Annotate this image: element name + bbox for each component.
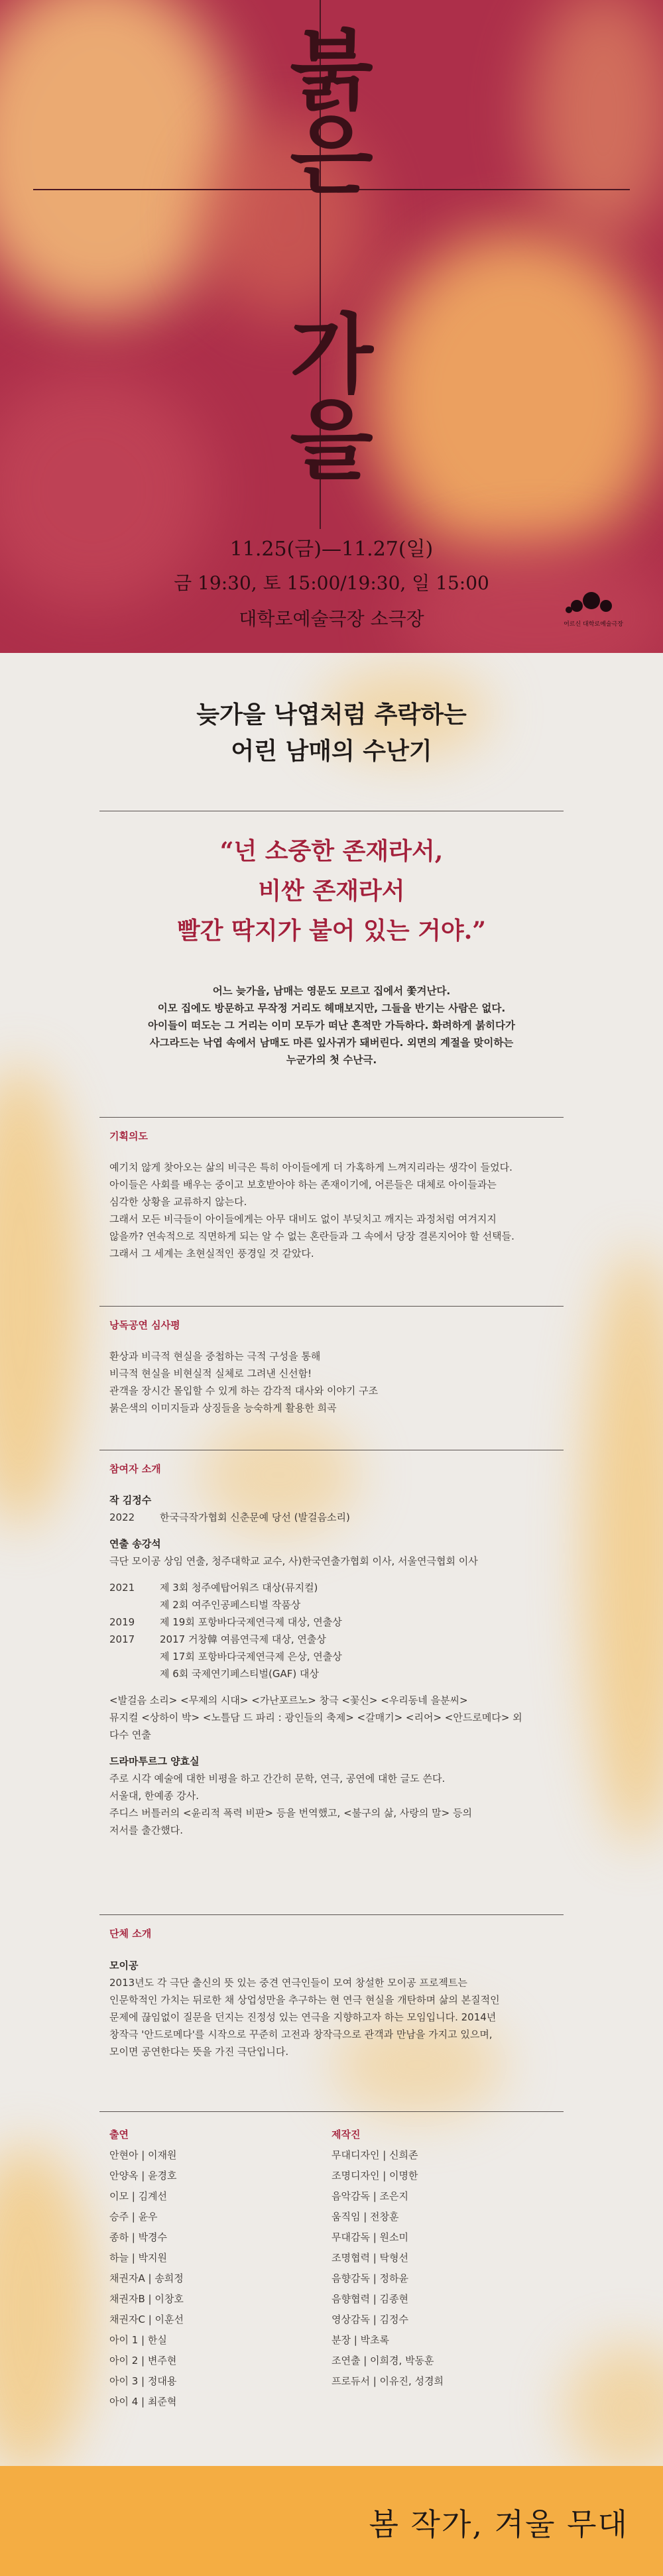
theater-logo [557, 590, 630, 630]
planning-line: 그래서 그 세계는 초현실적인 풍경일 것 같았다. [109, 1248, 314, 1259]
staff-item: 음악감독 | 조은지 [332, 2190, 409, 2202]
writer-award-row [109, 1509, 560, 1526]
staff-item: 조연출 | 이희경, 박동훈 [332, 2355, 434, 2367]
company-line: 2013년도 각 극단 출신의 뜻 있는 중견 연극인들이 모여 창설한 모이공 프로젝트는 [109, 1977, 467, 1989]
award-text: 제 6회 국제연기페스티벌(GAF) 대상 [160, 1668, 319, 1680]
director-award-row [109, 1613, 560, 1631]
synopsis-line: 사그라드는 낙엽 속에서 남매도 마른 잎사귀가 돼버린다. 외면의 계절을 맞이하는 [149, 1037, 514, 1049]
staff-item: 음향감독 | 정하윤 [332, 2272, 409, 2284]
divider [99, 1914, 564, 1915]
cast-item: 하늘 | 박지원 [109, 2252, 168, 2264]
cast-item: 아이 4 | 최준혁 [109, 2396, 177, 2408]
synopsis-line: 이모 집에도 방문하고 무작정 거리도 헤매보지만, 그들을 반기는 사람은 없다. [157, 1002, 506, 1014]
review-line: 환상과 비극적 현실을 중첩하는 극적 구성을 통해 [109, 1350, 321, 1362]
staff-item: 영상감독 | 김정수 [332, 2313, 409, 2325]
cast-item: 채권자A | 송희정 [109, 2272, 184, 2284]
bg-blob [583, 1250, 663, 1846]
hero-poster [0, 0, 663, 653]
footer-banner [0, 2466, 663, 2576]
director-works-line: 다수 연출 [109, 1729, 151, 1741]
divider [99, 1306, 564, 1307]
synopsis-line: 어느 늦가을, 남매는 영문도 모르고 집에서 쫓겨난다. [212, 985, 451, 997]
award-year [109, 1648, 160, 1665]
award-text: 2017 거창韓 여름연극제 대상, 연출상 [160, 1633, 326, 1645]
staff-list [332, 2125, 444, 2392]
section-title-company: 단체 소개 [109, 1928, 152, 1940]
staff-item: 조명디자인 | 이명한 [332, 2170, 418, 2182]
company-line: 창작극 '안드로메다'를 시작으로 꾸준히 고전과 창작극으로 관객과 만남을 가지고 있으며, [109, 2028, 493, 2040]
theater-logo-text: 어르신 대학로예술극장 [564, 621, 623, 628]
dramaturg-line: 주로 시각 예술에 대한 비평을 하고 간간히 문학, 연극, 공연에 대한 글도 쓴다. [109, 1773, 446, 1785]
award-year: 2022 [109, 1511, 135, 1523]
company-line: 모이면 공연한다는 뜻을 가진 극단입니다. [109, 2046, 289, 2058]
performance-dates: 11.25(금)—11.27(일) [229, 538, 434, 561]
footer-text: 봄 작가, 겨울 무대 [369, 2506, 629, 2542]
bg-blob [564, 2343, 663, 2466]
cast-item: 아이 1 | 한실 [109, 2334, 167, 2346]
staff-item: 프로듀서 | 이유진, 성경희 [332, 2375, 444, 2387]
performance-venue: 대학로예술극장 소극장 [239, 608, 424, 630]
award-text: 제 3회 청주예탑어워즈 대상(뮤지컬) [160, 1582, 318, 1594]
award-text: 제 19회 포항바다국제연극제 대상, 연출상 [160, 1616, 342, 1628]
headline-line: 어린 남매의 수난기 [231, 737, 432, 765]
planning-line: 예기치 않게 찾아오는 삶의 비극은 특히 아이들에게 더 가혹하게 느껴지리라는 생각이 들었다. [109, 1161, 512, 1173]
award-year: 2017 [109, 1633, 135, 1645]
hero-title-char: 가 [290, 304, 373, 405]
staff-item: 무대디자인 | 신희존 [332, 2149, 418, 2161]
bg-blob [0, 2144, 93, 2466]
divider [99, 2111, 564, 2112]
award-year: 2021 [109, 1582, 135, 1594]
planning-line: 그래서 모든 비극들이 아이들에게는 아무 대비도 없이 부딪치고 깨지는 과정처럼 여겨지지 [109, 1213, 497, 1225]
section-title-artists: 참여자 소개 [109, 1463, 161, 1475]
review-text [109, 1348, 560, 1417]
synopsis [0, 982, 663, 1069]
company-line: 인문학적인 가치는 뒤로한 채 상업성만을 추구하는 현 연극 현실을 개탄하며 삶의 본질적인 [109, 1994, 500, 2006]
award-year [109, 1596, 160, 1613]
cast-item: 종하 | 박경수 [109, 2231, 168, 2243]
cast-title: 출연 [109, 2129, 129, 2140]
cast-item: 채권자B | 이창호 [109, 2293, 184, 2305]
director-works-line: 뮤지컬 <상하이 박> <노틀담 드 파리 : 광인들의 축제> <갈매기> <리어> <안드로메다> 외 [109, 1712, 522, 1724]
bg-blob [0, 1064, 80, 1528]
cast-item: 안현아 | 이재원 [109, 2149, 177, 2161]
review-line: 붉은색의 이미지들과 상징들을 능숙하게 활용한 희곡 [109, 1402, 337, 1414]
award-year: 2019 [109, 1616, 135, 1628]
writer-heading: 작 김정수 [109, 1494, 152, 1506]
cast-item: 채권자C | 이훈선 [109, 2313, 184, 2325]
performance-times: 금 19:30, 토 15:00/19:30, 일 15:00 [174, 572, 489, 594]
section-title-planning: 기획의도 [109, 1130, 148, 1142]
headline-line: 늦가을 낙엽처럼 추락하는 [196, 701, 467, 729]
director-award-row [109, 1596, 560, 1613]
staff-item: 음향협력 | 김종현 [332, 2293, 409, 2305]
hero-title-char: 을 [290, 390, 373, 491]
company-line: 문제에 끊임없이 질문을 던지는 진정성 있는 연극을 지향하고자 하는 모임입니다. 2014년 [109, 2011, 497, 2023]
company-name: 모이공 [109, 1960, 139, 1971]
director-award-row [109, 1665, 560, 1682]
quote-line: 비싼 존재라서 [258, 877, 405, 905]
planning-line: 아이들은 사회를 배우는 중이고 보호받아야 하는 존재이기에, 어른들은 대체로 아이들과는 [109, 1179, 497, 1191]
synopsis-line: 아이들이 떠도는 그 거리는 이미 모두가 떠난 흔적만 가득하다. 화려하게 붉히다가 [148, 1020, 515, 1031]
quote-line: 빨간 딱지가 붙어 있는 거야.” [177, 917, 486, 945]
company-text [109, 1957, 560, 2060]
staff-item: 조명협력 | 탁형선 [332, 2252, 409, 2264]
director-heading: 연출 송강석 [109, 1538, 161, 1550]
staff-title: 제작진 [332, 2129, 361, 2140]
director-works-line: <발걸음 소리> <무제의 시대> <가난포르노> 창극 <꽃신> <우리동네 을분씨> [109, 1694, 468, 1706]
director-bio: 극단 모이공 상임 연출, 청주대학교 교수, 사)한국연출가협회 이사, 서울연극협회 이사 [109, 1555, 478, 1567]
dramaturg-line: 주디스 버틀러의 <윤리적 폭력 비판> 등을 번역했고, <불구의 삶, 사랑의 말> 등의 [109, 1807, 472, 1819]
planning-text [109, 1159, 560, 1262]
artists-text [109, 1492, 560, 1839]
award-text: 제 2회 여주인공페스티벌 작품상 [160, 1599, 301, 1611]
quote-line: “넌 소중한 존재라서, [219, 837, 444, 865]
director-award-row [109, 1579, 560, 1596]
staff-item: 움직임 | 전창훈 [332, 2211, 399, 2223]
dramaturg-line: 저서를 출간했다. [109, 1824, 183, 1836]
cast-item: 이모 | 김계선 [109, 2190, 168, 2202]
review-line: 관객을 장시간 몰입할 수 있게 하는 감각적 대사와 이야기 구조 [109, 1385, 379, 1397]
award-text: 한국극작가협회 신춘문예 당선 (발걸음소리) [160, 1511, 350, 1523]
dramaturg-heading: 드라마투르그 양효실 [109, 1755, 200, 1767]
director-award-row [109, 1631, 560, 1648]
review-line: 비극적 현실을 비현실적 실체로 그려낸 신선함! [109, 1368, 312, 1379]
staff-item: 분장 | 박초록 [332, 2334, 390, 2346]
planning-line: 심각한 상황을 교류하지 않는다. [109, 1196, 247, 1208]
cast-item: 안양옥 | 윤경호 [109, 2170, 177, 2182]
cast-list [109, 2125, 184, 2412]
hero-title-char: 은 [290, 105, 373, 206]
planning-line: 않을까? 연속적으로 직면하게 되는 알 수 없는 혼란들과 그 속에서 당장 결론지어야 할 선택들. [109, 1230, 514, 1242]
theater-logo-icon [557, 590, 630, 616]
synopsis-line: 누군가의 첫 수난극. [286, 1054, 377, 1066]
award-text: 제 17회 포항바다국제연극제 은상, 연출상 [160, 1651, 342, 1663]
award-year [109, 1665, 160, 1682]
cast-item: 아이 2 | 변주현 [109, 2355, 177, 2367]
staff-item: 무대감독 | 원소미 [332, 2231, 409, 2243]
cast-item: 아이 3 | 정대용 [109, 2375, 177, 2387]
hero-title-char: 붉 [290, 20, 373, 121]
cast-item: 승주 | 윤우 [109, 2211, 158, 2223]
divider [99, 1117, 564, 1118]
section-title-review: 낭독공연 심사평 [109, 1319, 180, 1331]
dramaturg-line: 서울대, 한예종 강사. [109, 1790, 199, 1802]
director-award-row [109, 1648, 560, 1665]
